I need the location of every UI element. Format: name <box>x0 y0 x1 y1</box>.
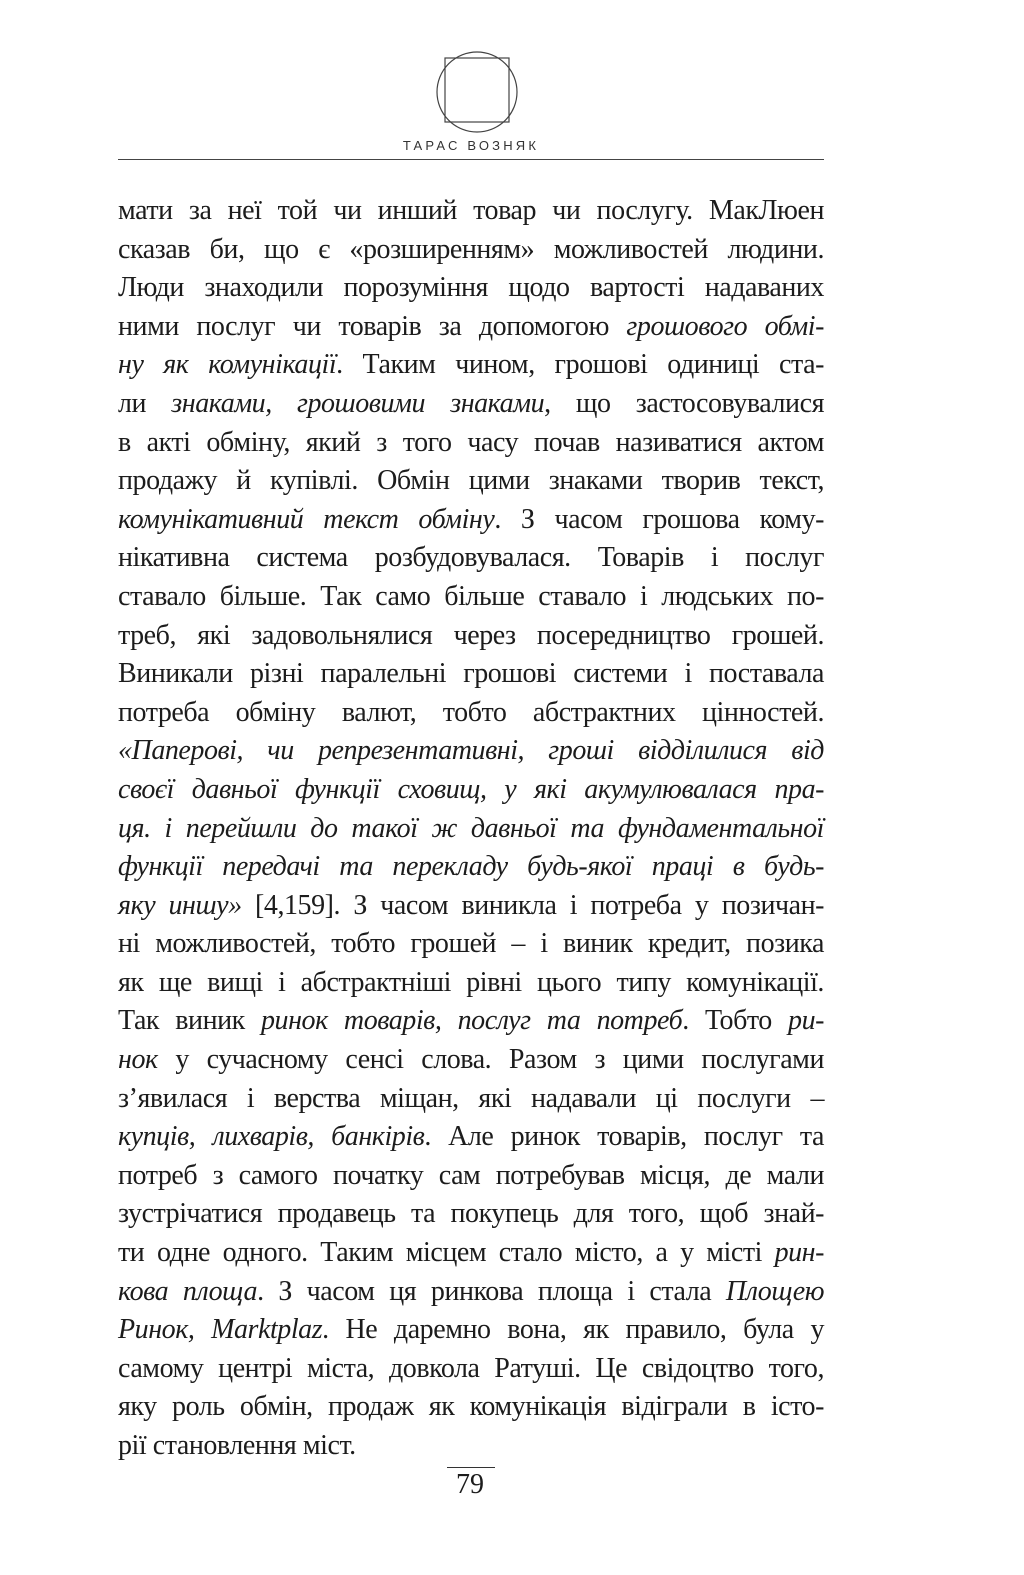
text-segment: яку роль обмін, продаж як комунікація відіграли в істо- <box>118 1391 824 1423</box>
text-segment: потреба обміну валют, тобто абстрактних цінностей. <box>118 696 824 728</box>
text-line <box>118 501 824 540</box>
text-line <box>118 617 824 656</box>
text-segment: нікативна система розбудовувалася. Товарів і послуг <box>118 542 824 574</box>
text-line <box>118 694 824 733</box>
text-segment: ли <box>118 387 172 419</box>
text-line <box>118 1157 824 1196</box>
text-line <box>118 1311 824 1350</box>
italic-segment: ну як комунікації <box>118 349 337 381</box>
circle-square-logo-icon <box>431 50 523 134</box>
text-segment: . Але ринок товарів, послуг та <box>424 1121 825 1153</box>
italic-segment: ця. і перейшли до такої ж давньої та фундаментальної <box>118 812 824 844</box>
text-line <box>118 462 824 501</box>
text-segment: . Тобто <box>682 1005 789 1037</box>
text-line <box>118 732 824 771</box>
text-line <box>118 539 824 578</box>
text-line <box>118 887 824 926</box>
text-segment: [4,159]. З часом виникла і потреба у позичан- <box>241 889 825 921</box>
text-line <box>118 1080 824 1119</box>
italic-segment: яку иншу» <box>118 889 242 921</box>
text-line <box>118 964 824 1003</box>
text-segment: як ще вищі і абстрактніші рівні цього типу комунікації. <box>118 966 824 998</box>
text-segment: . Не даремно вона, як правило, була у <box>322 1314 825 1346</box>
header-rule <box>118 159 824 160</box>
italic-segment: ринок товарів, послуг та потреб <box>261 1005 683 1037</box>
text-segment: . Таким чином, грошові одиниці ста- <box>336 349 824 381</box>
italic-segment: знаками, грошовими знаками <box>171 387 545 419</box>
italic-segment: ри- <box>788 1005 825 1037</box>
text-line <box>118 308 824 347</box>
text-line <box>118 1350 824 1389</box>
page-number: 79 <box>456 1469 484 1500</box>
text-line <box>118 925 824 964</box>
text-segment: зустрічатися продавець та покупець для того, щоб знай- <box>118 1198 824 1230</box>
text-segment: Виникали різні паралельні грошові системи і поставала <box>118 658 824 690</box>
text-line <box>118 1002 824 1041</box>
text-segment: сказав би, що є «розширенням» можливостей людини. <box>118 233 824 265</box>
text-segment: Люди знаходили порозуміння щодо вартості надаваних <box>118 272 824 304</box>
text-segment: ні можливостей, тобто грошей – і виник кредит, позика <box>118 928 824 960</box>
text-line <box>118 655 824 694</box>
text-line <box>118 424 824 463</box>
text-segment: з’явилася і верства міщан, які надавали ці послуги – <box>118 1082 824 1114</box>
text-segment: рії становлення міст. <box>118 1430 356 1461</box>
text-segment: Так виник <box>118 1005 261 1037</box>
italic-segment: кова площа <box>118 1275 258 1307</box>
italic-segment: нок <box>118 1044 158 1076</box>
text-segment: ставало більше. Так само більше ставало і людських по- <box>118 580 824 612</box>
text-line <box>118 1427 824 1466</box>
text-line <box>118 385 824 424</box>
italic-segment: Ринок, Marktplaz <box>118 1314 323 1346</box>
italic-segment: купців, лихварів, банкірів <box>118 1121 425 1153</box>
italic-segment: «Паперові, чи репрезентативні, гроші відділилися від <box>118 735 824 767</box>
text-line <box>118 192 824 231</box>
text-line <box>118 771 824 810</box>
text-segment: потреб з самого початку сам потребував місця, де мали <box>118 1159 824 1191</box>
text-segment: ними послуг чи товарів за допомогою <box>118 310 627 342</box>
text-segment: . З часом ця ринкова площа і стала <box>257 1275 726 1307</box>
text-line <box>118 1118 824 1157</box>
text-line <box>118 1195 824 1234</box>
italic-segment: своєї давньої функції сховищ, у які акумулювалася пра- <box>118 773 824 805</box>
italic-segment: функції передачі та перекладу будь-якої праці в будь- <box>118 851 824 883</box>
text-segment: . З часом грошова кому- <box>494 503 824 535</box>
text-segment: продажу й купівлі. Обмін цими знаками творив текст, <box>118 465 824 497</box>
italic-segment: рин- <box>774 1237 824 1269</box>
text-line <box>118 346 824 385</box>
text-line <box>118 269 824 308</box>
text-line <box>118 578 824 617</box>
text-segment: у сучасному сенсі слова. Разом з цими послугами <box>157 1044 824 1076</box>
text-segment: треб, які задовольнялися через посередництво грошей. <box>118 619 824 651</box>
text-segment: , що застосовувалися <box>544 387 824 419</box>
text-line <box>118 1273 824 1312</box>
text-segment: в акті обміну, який з того часу почав називатися актом <box>118 426 824 458</box>
italic-segment: грошового обмі- <box>626 310 824 342</box>
italic-segment: комунікативний текст обміну <box>118 503 495 535</box>
text-segment: мати за неї той чи инший товар чи послугу. МакЛюен <box>118 195 824 226</box>
text-line <box>118 810 824 849</box>
text-segment: ти одне одного. Таким місцем стало місто, а у місті <box>118 1237 775 1269</box>
text-line <box>118 1234 824 1273</box>
text-line <box>118 848 824 887</box>
running-head-author: ТАРАС ВОЗНЯК <box>402 138 540 153</box>
text-line <box>118 1041 824 1080</box>
text-line <box>118 1388 824 1427</box>
body-text <box>118 192 824 1466</box>
text-line <box>118 231 824 270</box>
text-segment: самому центрі міста, довкола Ратуші. Це свідоцтво того, <box>118 1352 824 1384</box>
italic-segment: Площею <box>725 1275 824 1307</box>
